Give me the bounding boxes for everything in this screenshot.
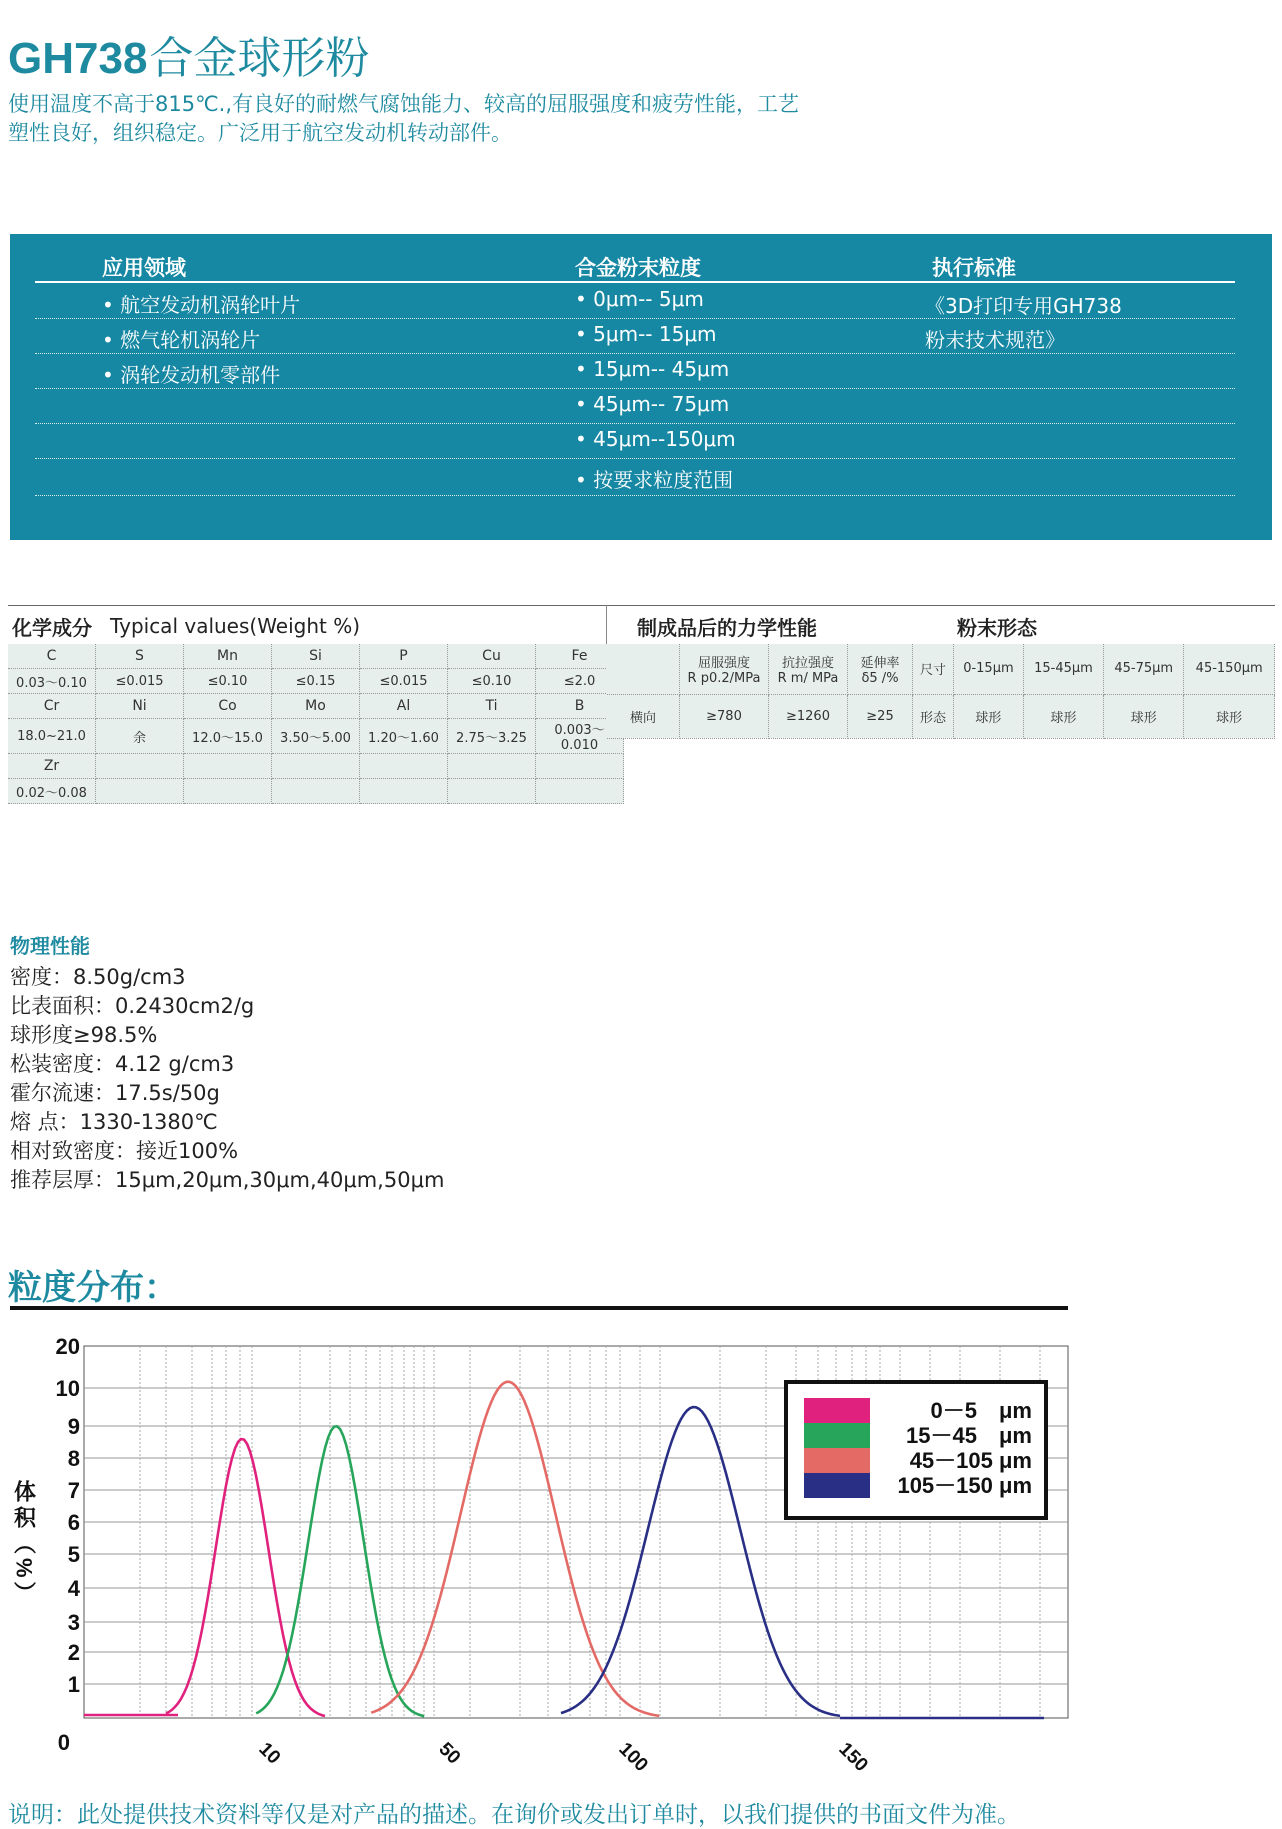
- element-value: 12.0～15.0: [184, 719, 272, 754]
- element-value: [272, 779, 360, 804]
- element-value: 3.50～5.00: [272, 719, 360, 754]
- y-tick-label: 8: [67, 1446, 80, 1471]
- x-tick-label: 10: [254, 1738, 285, 1769]
- chart-legend: [786, 1382, 1046, 1518]
- mechanics-header: [607, 605, 1275, 644]
- legend-swatch: [804, 1473, 870, 1498]
- element-value: ≤2.0: [536, 669, 624, 694]
- yield-header: [680, 644, 769, 694]
- physical-line: 霍尔流速：17.5s/50g: [10, 1081, 220, 1105]
- y-tick-label: 20: [55, 1334, 80, 1359]
- element-label: Ni: [96, 694, 184, 719]
- size-item: • 按要求粒度范围: [575, 468, 734, 492]
- elong-value: ≥25: [848, 694, 913, 738]
- element-value: [360, 779, 448, 804]
- element-label: P: [360, 644, 448, 669]
- x-tick-label: 100: [614, 1738, 652, 1776]
- tensile-value: ≥1260: [769, 694, 848, 738]
- mechanics-table: [607, 644, 1275, 739]
- standard-line-2: 粉末技术规范》: [925, 328, 1065, 352]
- y-tick-label: 5: [67, 1542, 80, 1567]
- size-item: • 0μm-- 5μm: [575, 287, 704, 311]
- element-value: ≤0.10: [448, 669, 536, 694]
- morph-value: 球形: [1023, 694, 1103, 738]
- physical-line: 推荐层厚：15μm,20μm,30μm,40μm,50μm: [10, 1168, 445, 1192]
- chemistry-header: [8, 605, 608, 644]
- y-tick-label: 6: [67, 1510, 80, 1535]
- standard-header: 执行标准: [932, 256, 1016, 280]
- band-divider: [35, 353, 1235, 354]
- physical-properties: [10, 930, 444, 1195]
- physical-title: 物理性能: [10, 934, 90, 958]
- y-tick-label: 1: [67, 1672, 80, 1697]
- element-label: C: [8, 644, 96, 669]
- size-col: 45-75μm: [1104, 644, 1184, 694]
- element-label: S: [96, 644, 184, 669]
- legend-swatch: [804, 1398, 870, 1423]
- element-label: B: [536, 694, 624, 719]
- morph-value: 球形: [1184, 694, 1275, 738]
- y-tick-label: 7: [67, 1478, 80, 1503]
- y-axis-label: 体积（%）: [11, 1480, 37, 1608]
- distribution-chart: [0, 1310, 1282, 1780]
- size-col: 0-15μm: [954, 644, 1024, 694]
- legend-swatch: [804, 1423, 870, 1448]
- element-label: Si: [272, 644, 360, 669]
- mechanics-title: 制成品后的力学性能: [637, 616, 817, 640]
- element-label: [272, 754, 360, 779]
- element-value: [536, 779, 624, 804]
- element-label: Mo: [272, 694, 360, 719]
- size-label: 尺寸: [913, 644, 954, 694]
- physical-line: 熔 点：1330-1380℃: [10, 1110, 218, 1134]
- intro-text: [8, 90, 888, 148]
- size-item: • 15μm-- 45μm: [575, 357, 730, 381]
- yield-unit: R p0.2/MPa: [687, 670, 761, 686]
- direction-label: 横向: [607, 694, 680, 738]
- band-divider: [35, 458, 1235, 459]
- element-label: Zr: [8, 754, 96, 779]
- element-value: 0.003～0.010: [536, 719, 624, 754]
- band-header-rule: [35, 281, 1235, 283]
- applications-header: 应用领域: [102, 256, 186, 280]
- size-col: 45-150μm: [1184, 644, 1275, 694]
- intro-line-2: 塑性良好，组织稳定。广泛用于航空发动机转动部件。: [8, 121, 512, 145]
- y-tick-label: 9: [67, 1414, 80, 1439]
- distribution-heading: 粒度分布：: [8, 1268, 178, 1308]
- morph-label: 形态: [913, 694, 954, 738]
- sizes-header: 合金粉末粒度: [575, 256, 701, 280]
- band-divider: [35, 423, 1235, 424]
- tensile-header: [769, 644, 848, 694]
- x-tick-label: 150: [834, 1738, 872, 1776]
- intro-line-1: 使用温度不高于815℃.,有良好的耐燃气腐蚀能力、较高的屈服强度和疲劳性能，工艺: [8, 92, 800, 116]
- y-tick-label: 0: [57, 1730, 70, 1755]
- element-label: Cu: [448, 644, 536, 669]
- element-value: ≤0.15: [272, 669, 360, 694]
- element-label: Cr: [8, 694, 96, 719]
- element-label: [448, 754, 536, 779]
- legend-label: 105－150 μm: [897, 1473, 1032, 1498]
- physical-line: 球形度≥98.5%: [10, 1023, 158, 1047]
- morph-value: 球形: [1104, 694, 1184, 738]
- element-label: [360, 754, 448, 779]
- element-value: ≤0.015: [96, 669, 184, 694]
- element-value: 18.0~21.0: [8, 719, 96, 754]
- elong-label: 延伸率: [860, 655, 900, 671]
- application-item: • 航空发动机涡轮叶片: [102, 293, 301, 317]
- physical-line: 密度：8.50g/cm3: [10, 965, 186, 989]
- physical-line: 比表面积：0.2430cm2/g: [10, 994, 255, 1018]
- legend-label: 15－45 μm: [906, 1423, 1032, 1448]
- element-label: Al: [360, 694, 448, 719]
- yield-label: 屈服强度: [697, 655, 750, 671]
- chemistry-table: [8, 644, 624, 804]
- element-label: Co: [184, 694, 272, 719]
- tensile-unit: R m/ MPa: [777, 670, 839, 686]
- element-label: Fe: [536, 644, 624, 669]
- elong-header: [848, 644, 913, 694]
- tensile-label: 抗拉强度: [781, 655, 834, 671]
- element-label: [96, 754, 184, 779]
- size-col: 15-45μm: [1023, 644, 1103, 694]
- element-value: ≤0.015: [360, 669, 448, 694]
- legend-swatch: [804, 1448, 870, 1473]
- page-title: [8, 22, 369, 86]
- elong-unit: δ5 /%: [861, 670, 899, 686]
- element-value: 0.02～0.08: [8, 779, 96, 804]
- title-code: GH738: [8, 34, 148, 83]
- size-item: • 45μm--150μm: [575, 427, 736, 451]
- application-item: • 燃气轮机涡轮片: [102, 328, 261, 352]
- element-value: 余: [96, 719, 184, 754]
- element-value: 0.03～0.10: [8, 669, 96, 694]
- element-value: ≤0.10: [184, 669, 272, 694]
- mech-blank: [607, 644, 680, 694]
- x-tick-label: 50: [434, 1738, 465, 1769]
- y-tick-label: 2: [67, 1640, 80, 1665]
- morphology-title: 粉末形态: [957, 616, 1037, 640]
- chemistry-subtitle: Typical values(Weight %): [110, 614, 361, 638]
- chemistry-title: 化学成分: [12, 616, 92, 640]
- element-label: [536, 754, 624, 779]
- element-label: Mn: [184, 644, 272, 669]
- element-value: 2.75～3.25: [448, 719, 536, 754]
- legend-label: 45－105 μm: [909, 1448, 1032, 1473]
- size-item: • 45μm-- 75μm: [575, 392, 730, 416]
- element-label: [184, 754, 272, 779]
- size-item: • 5μm-- 15μm: [575, 322, 717, 346]
- element-value: [448, 779, 536, 804]
- element-value: 1.20～1.60: [360, 719, 448, 754]
- y-tick-label: 10: [55, 1376, 80, 1401]
- footer-note: 说明：此处提供技术资料等仅是对产品的描述。在询价或发出订单时，以我们提供的书面文件为准。: [8, 1802, 1020, 1828]
- application-band: [10, 234, 1272, 540]
- yield-value: ≥780: [680, 694, 769, 738]
- element-label: Ti: [448, 694, 536, 719]
- title-name: 合金球形粉: [149, 33, 370, 84]
- element-value: [184, 779, 272, 804]
- band-divider: [35, 388, 1235, 389]
- legend-label: 0－5 μm: [930, 1398, 1032, 1423]
- element-value: [96, 779, 184, 804]
- band-divider: [35, 495, 1235, 496]
- physical-line: 松装密度：4.12 g/cm3: [10, 1052, 235, 1076]
- physical-line: 相对致密度：接近100%: [10, 1139, 239, 1163]
- morph-value: 球形: [954, 694, 1024, 738]
- application-item: • 涡轮发动机零部件: [102, 363, 281, 387]
- y-tick-label: 3: [67, 1610, 80, 1635]
- standard-line-1: 《3D打印专用GH738: [925, 294, 1122, 318]
- y-tick-label: 4: [67, 1576, 80, 1601]
